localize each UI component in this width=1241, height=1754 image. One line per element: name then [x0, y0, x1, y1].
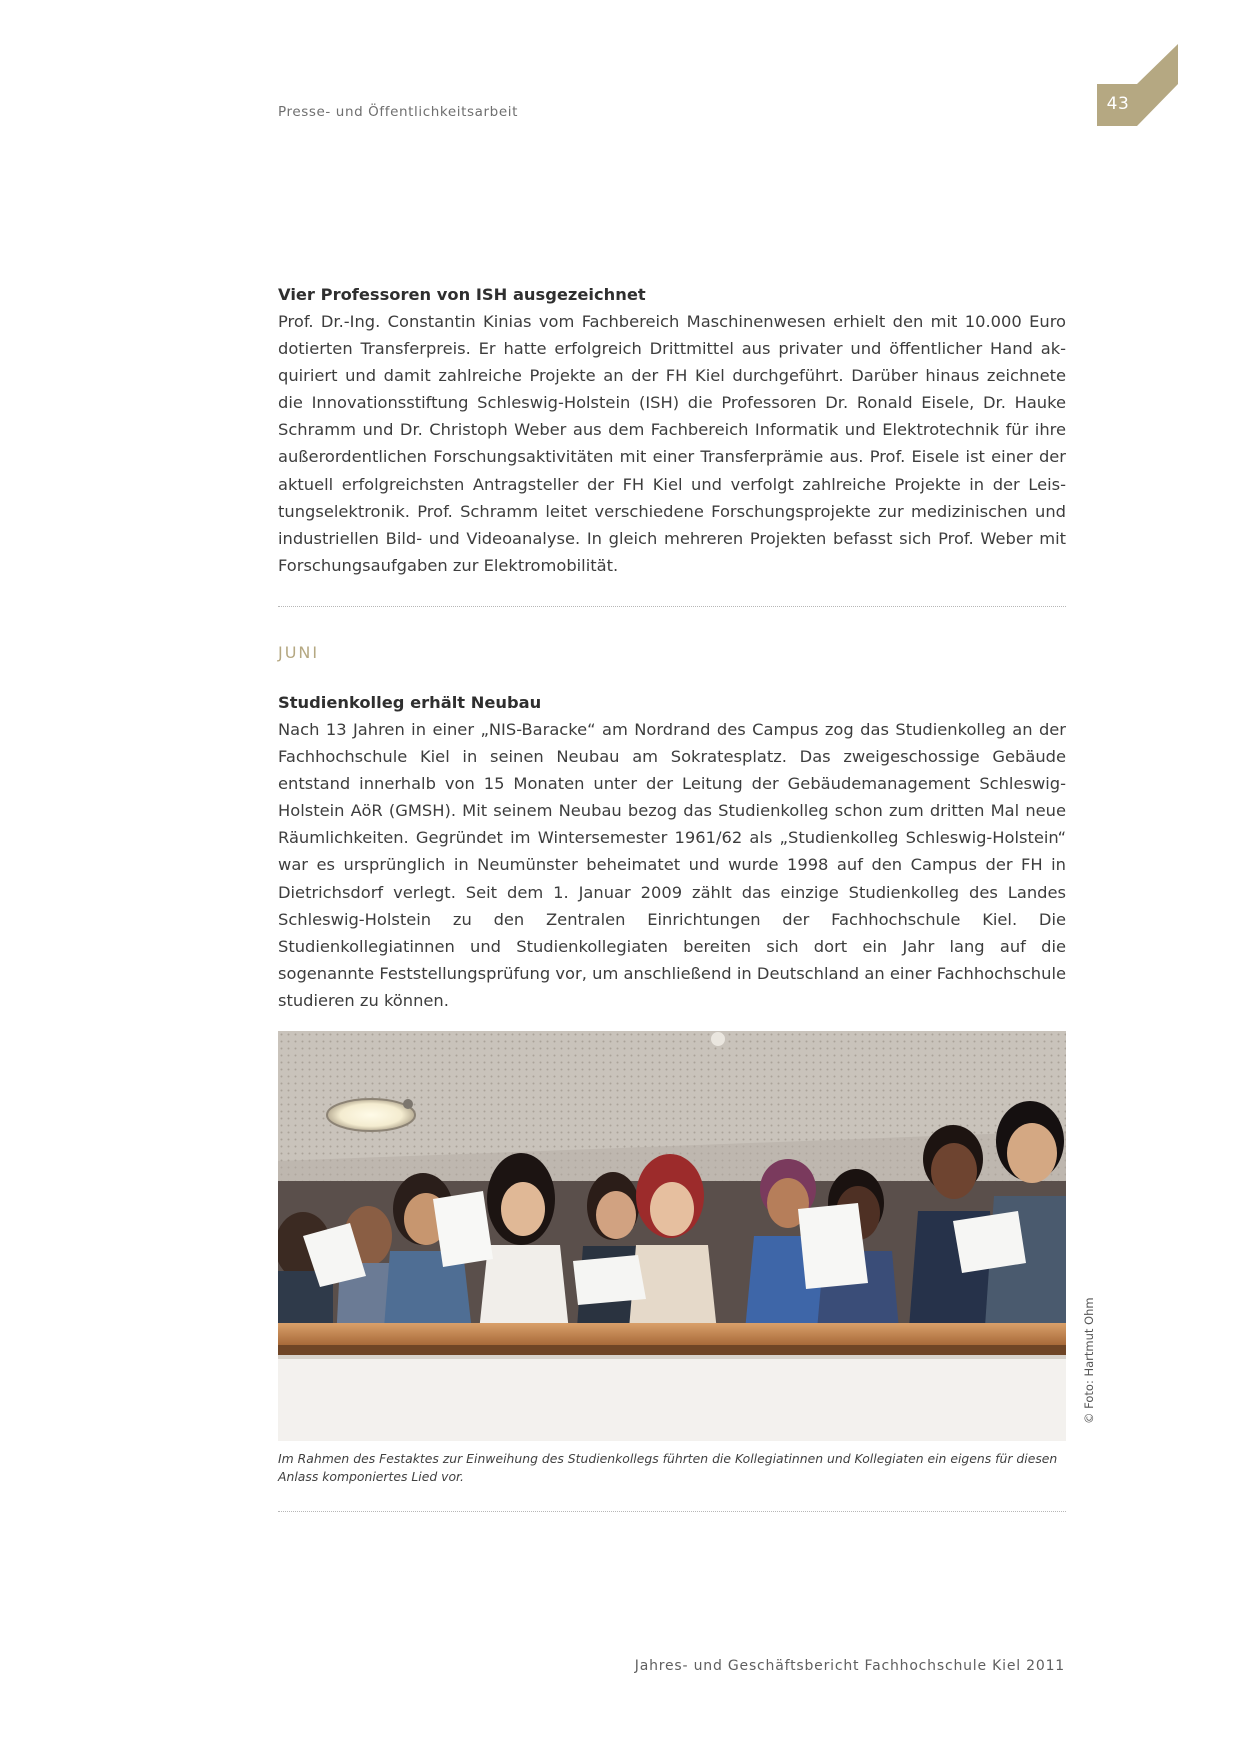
running-head-title: Presse- und Öffentlichkeitsarbeit	[278, 104, 518, 120]
article-headline-studienkolleg: Studienkolleg erhält Neubau	[278, 692, 542, 712]
article-body-studienkolleg: Nach 13 Jahren in einer „NIS-Baracke“ am Nordrand des Campus zog das Studienkolleg an der Fachhochschule Kiel in seinen Neubau am Sokratesplatz. Das zweigeschossige Gebäude entstand innerhalb von 15 Monaten unter der Leitung der Gebäudemanagement Schleswig-Holstein AöR (GMSH). Mit seinem Neubau bezog das Studienkolleg schon zum dritten Mal neue Räumlichkeiten. Gegründet im Wintersemester 1961/62 als „Studienkolleg Schleswig-Holstein“ war es ursprünglich in Neumünster beheimatet und wurde 1998 auf den Campus der FH in Dietrichsdorf verlegt. Seit dem 1. Januar 2009 zählt das einzige Studienkolleg des Landes Schleswig-Holstein zu den Zentralen Einrichtungen der Fachhochschule Kiel. Die Studienkollegiatinnen und Studienkollegiaten bereiten sich dort ein Jahr lang auf die sogenannte Feststellungsprüfung vor, um anschließend in Deutschland an einer Fachhochschule studieren zu können.	[278, 719, 1066, 1010]
page-number: 43	[1106, 94, 1130, 114]
section-divider-bottom	[278, 1511, 1066, 1512]
photo-illustration	[278, 1031, 1066, 1441]
footer-publication-title: Jahres- und Geschäftsbericht Fachhochschule Kiel 2011	[634, 1658, 1065, 1674]
photo-caption: Im Rahmen des Festaktes zur Einweihung des Studienkollegs führten die Kollegiatinnen und Kollegiaten ein eigens für diesen Anlass komponiertes Lied vor.	[278, 1450, 1058, 1484]
photo-credit: © Foto: Hartmut Ohm	[1082, 1297, 1096, 1424]
page-content	[278, 281, 1066, 1512]
event-photo	[278, 1031, 1066, 1441]
page-number-tab	[1097, 44, 1185, 128]
month-heading: JUNI	[278, 642, 320, 662]
article-headline-ish: Vier Professoren von ISH ausgezeichnet	[278, 285, 646, 304]
article-body-ish: Prof. Dr.-Ing. Constantin Kinias vom Fachbereich Maschinenwesen erhielt den mit 10.000 Euro dotierten Transferpreis. Er hatte erfolgreich Drittmittel aus privater und öffentlicher Hand akquiriert und damit zahlreiche Projekte an der FH Kiel durchgeführt. Darüber hinaus zeichnete die Innovationsstiftung Schleswig-Holstein (ISH) die Professoren Dr. Ronald Eisele, Dr. Hauke Schramm und Dr. Christoph Weber aus dem Fachbereich Informatik und Elektrotechnik für ihre außerordentlichen Forschungsaktivitäten mit einer Transferprämie aus. Prof. Eisele ist einer der aktuell erfolgreichsten Antragsteller der FH Kiel und verfolgt zahlreiche Projekte in der Leistungselektronik. Prof. Schramm leitet verschiedene Forschungsprojekte zur medizinischen und industriellen Bild- und Videoanalyse. In gleich mehreren Projekten befasst sich Prof. Weber mit Forschungsaufgaben zur Elektromobilität.	[278, 312, 1066, 575]
